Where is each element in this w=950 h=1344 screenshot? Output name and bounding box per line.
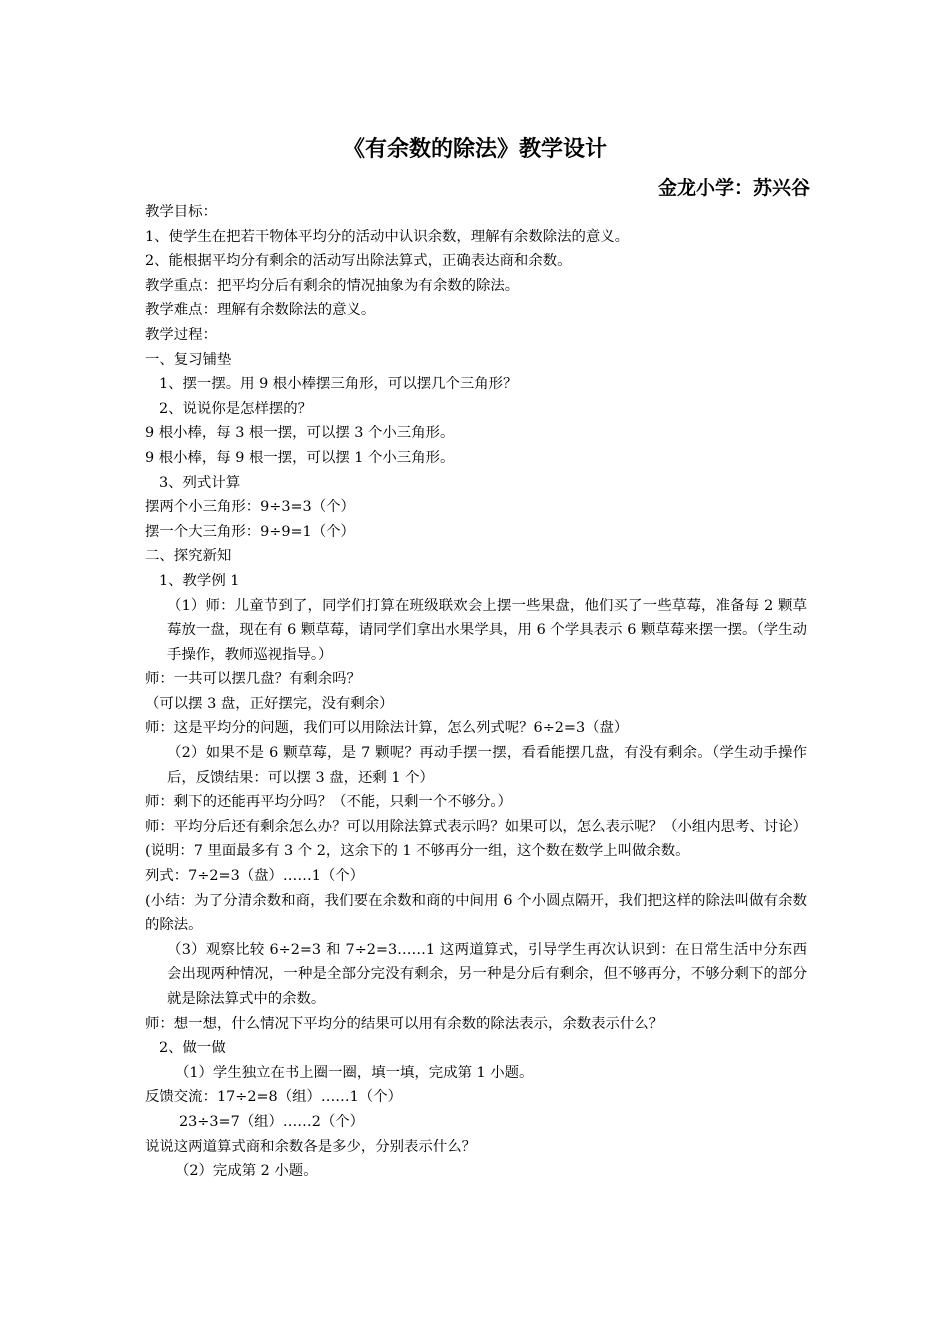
teacher-line-1: 师：这是平均分的问题，我们可以用除法计算，怎么列式呢？6÷2=3（盘）	[145, 720, 629, 737]
section-2-heading: 二、探究新知	[145, 548, 232, 565]
document-body	[145, 200, 807, 1184]
question-3: 师：平均分后还有剩余怎么办？可以用除法算式表示吗？如果可以，怎么表示呢？（小组内思考、讨论）	[145, 818, 807, 835]
author-line: 金龙小学：苏兴谷	[657, 177, 810, 199]
section-1-answer-b: 9 根小棒，每 9 根一摆，可以摆 1 个小三角形。	[145, 449, 455, 466]
section-1-item-1: 1、摆一摆。用 9 根小棒摆三角形，可以摆几个三角形？	[159, 376, 518, 393]
question-1: 师：一共可以摆几盘？有剩余吗？	[145, 671, 361, 688]
objective-2: 2、能根据平均分有剩余的活动写出除法算式，正确表达商和余数。	[145, 253, 572, 270]
process-heading: 教学过程：	[145, 326, 217, 343]
note-line: (说明：7 里面最多有 3 个 2，这余下的 1 不够再分一组，这个数在数学上叫做余数。	[145, 843, 690, 860]
section-1-heading: 一、复习铺垫	[145, 351, 232, 368]
section-1-calc-c: 摆两个小三角形：9÷3=3（个）	[145, 499, 355, 516]
objectives-heading: 教学目标：	[145, 204, 217, 220]
formula-line: 列式：7÷2=3（盘）……1（个）	[145, 868, 365, 885]
feedback-2: 23÷3=7（组）……2（个）	[179, 1113, 365, 1130]
section-1-item-2: 2、说说你是怎样摆的？	[159, 400, 313, 417]
summary-paragraph: (小结：为了分清余数和商，我们要在余数和商的中间用 6 个小圆点隔开，我们把这样的除法叫做有余数的除法。	[145, 892, 807, 934]
document-title: 《有余数的除法》教学设计	[342, 136, 607, 162]
section-1-item-3: 3、列式计算	[159, 474, 241, 491]
section-2-item-1: 1、教学例 1	[159, 572, 240, 589]
paragraph-1: （1）师：儿童节到了，同学们打算在班级联欢会上摆一些果盘，他们买了一些草莓，准备每 2 颗草莓放一盘，现在有 6 颗草莓，请同学们拿出水果学具，用 6 个学具表示 6 颗草莓来摆一摆。（学生动手操作，教师巡视指导。）	[167, 597, 807, 663]
section-1-calc-d: 摆一个大三角形：9÷9=1（个）	[145, 523, 355, 540]
paragraph-2: （2）如果不是 6 颗草莓，是 7 颗呢？再动手摆一摆，看看能摆几盘，有没有剩余。（学生动手操作后，反馈结果：可以摆 3 盘，还剩 1 个）	[167, 745, 807, 786]
key-point: 教学重点：把平均分后有剩余的情况抽象为有余数的除法。	[145, 277, 520, 294]
exercise-2: （2）完成第 2 小题。	[175, 1163, 318, 1180]
section-2-item-2: 2、做一做	[159, 1040, 226, 1057]
objective-1: 1、使学生在把若干物体平均分的活动中认识余数，理解有余数除法的意义。	[145, 228, 630, 245]
exercise-1: （1）学生独立在书上圈一圈，填一填，完成第 1 小题。	[175, 1064, 534, 1081]
answer-1: （可以摆 3 盘，正好摆完，没有剩余）	[145, 695, 394, 712]
question-4: 师：想一想，什么情况下平均分的结果可以用有余数的除法表示，余数表示什么？	[145, 1015, 664, 1032]
discussion-question: 说说这两道算式商和余数各是多少，分别表示什么？	[145, 1138, 476, 1155]
question-2: 师：剩下的还能再平均分吗？（不能，只剩一个不够分。）	[145, 794, 512, 811]
difficulty: 教学难点：理解有余数除法的意义。	[145, 302, 376, 319]
feedback-1: 反馈交流：17÷2=8（组）……1（个）	[145, 1089, 402, 1106]
section-1-answer-a: 9 根小棒，每 3 根一摆，可以摆 3 个小三角形。	[145, 425, 455, 442]
paragraph-3: （3）观察比较 6÷2=3 和 7÷2=3……1 这两道算式，引导学生再次认识到：在日常生活中分东西会出现两种情况，一种是全部分完没有剩余，另一种是分后有剩余，但不够再分，不够分剩下的部分就是除法算式中的余数。	[167, 941, 807, 1007]
